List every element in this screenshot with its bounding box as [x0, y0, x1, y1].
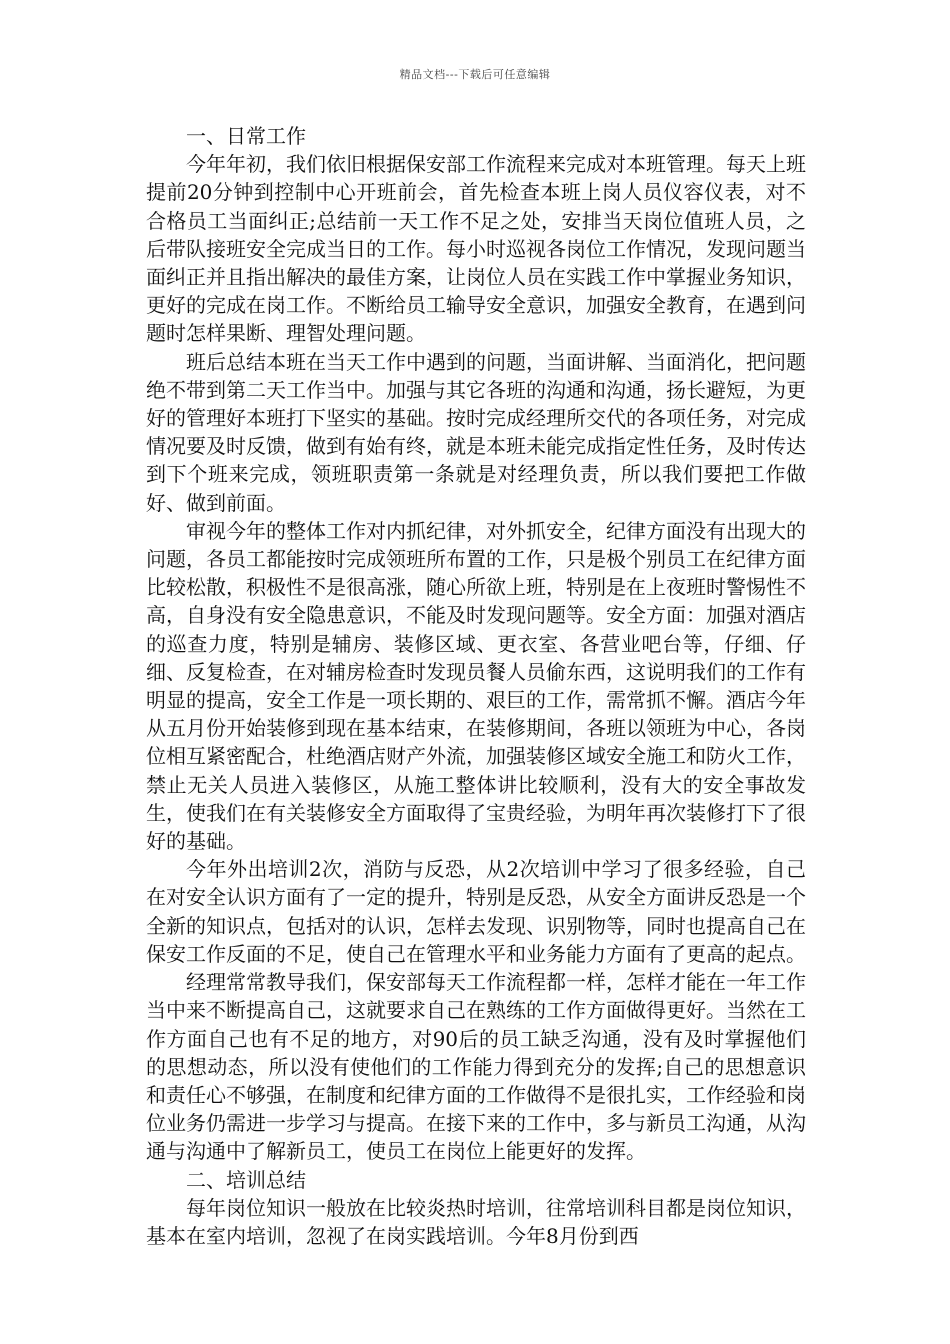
document-body	[146, 122, 806, 1250]
paragraph-5: 经理常常教导我们，保安部每天工作流程都一样，怎样才能在一年工作当中来不断提高自己，这就要求自己在熟练的工作方面做得更好。当然在工作方面自己也有不足的地方，对90后的员工缺乏沟通，没有及时掌握他们的思想动态，所以没有使他们的工作能力得到充分的发挥;自己的思想意识和责任心不够强，在制度和纪律方面的工作做得不是很扎实，工作经验和岗位业务仍需进一步学习与提高。在接下来的工作中，多与新员工沟通，从沟通与沟通中了解新员工，使员工在岗位上能更好的发挥。	[146, 970, 806, 1164]
page-header: 精品文档---下载后可任意编辑	[399, 68, 551, 81]
paragraph-1: 今年年初，我们依旧根据保安部工作流程来完成对本班管理。每天上班提前20分钟到控制中心开班前会，首先检查本班上岗人员仪容仪表，对不合格员工当面纠正;总结前一天工作不足之处，安排当天岗位值班人员，之后带队接班安全完成当日的工作。每小时巡视各岗位工作情况，发现问题当面纠正并且指出解决的最佳方案，让岗位人员在实践工作中掌握业务知识，更好的完成在岗工作。不断给员工输导安全意识，加强安全教育，在遇到问题时怎样果断、理智处理问题。	[146, 152, 806, 346]
section-heading-daily-work: 一、日常工作	[186, 124, 306, 148]
paragraph-3: 审视今年的整体工作对内抓纪律，对外抓安全，纪律方面没有出现大的问题，各员工都能按时完成领班所布置的工作，只是极个别员工在纪律方面比较松散，积极性不是很高涨，随心所欲上班，特别是在上夜班时警惕性不高，自身没有安全隐患意识，不能及时发现问题等。安全方面：加强对酒店的巡查力度，特别是辅房、装修区域、更衣室、各营业吧台等，仔细、仔细、反复检查，在对辅房检查时发现员餐人员偷东西，这说明我们的工作有明显的提高，安全工作是一项长期的、艰巨的工作，需常抓不懈。酒店今年从五月份开始装修到现在基本结束，在装修期间，各班以领班为中心，各岗位相互紧密配合，杜绝酒店财产外流，加强装修区域安全施工和防火工作，禁止无关人员进入装修区，从施工整体讲比较顺利，没有大的安全事故发生，使我们在有关装修安全方面取得了宝贵经验，为明年再次装修打下了很好的基础。	[146, 518, 806, 854]
section-heading-training-summary: 二、培训总结	[186, 1167, 306, 1192]
paragraph-4: 今年外出培训2次，消防与反恐，从2次培训中学习了很多经验，自己在对安全认识方面有了一定的提升，特别是反恐，从安全方面讲反恐是一个全新的知识点，包括对的认识，怎样去发现、识别物等，同时也提高自己在保安工作反面的不足，使自己在管理水平和业务能力方面有了更高的起点。	[146, 857, 806, 966]
paragraph-2: 班后总结本班在当天工作中遇到的问题，当面讲解、当面消化，把问题绝不带到第二天工作当中。加强与其它各班的沟通和沟通，扬长避短，为更好的管理好本班打下坚实的基础。按时完成经理所交代的各项任务，对完成情况要及时反馈，做到有始有终，就是本班未能完成指定性任务，及时传达到下个班来完成，领班职责第一条就是对经理负责，所以我们要把工作做好、做到前面。	[146, 349, 806, 515]
paragraph-6: 每年岗位知识一般放在比较炎热时培训，往常培训科目都是岗位知识，基本在室内培训，忽视了在岗实践培训。今年8月份到西	[146, 1195, 806, 1248]
